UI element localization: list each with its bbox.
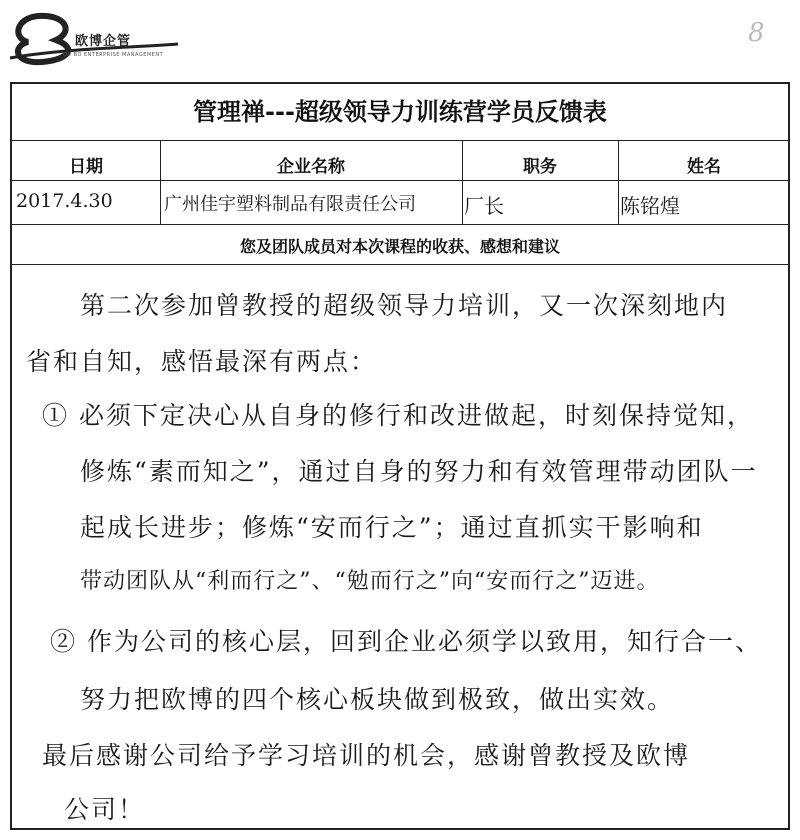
company-value: 广州佳宇塑料制品有限责任公司: [164, 194, 416, 215]
header-position: 职务: [523, 157, 557, 177]
feedback-line: 省和自知，感悟最深有两点：: [26, 347, 378, 376]
feedback-line: ② 作为公司的核心层，回到企业必须学以致用，知行合一、: [50, 627, 762, 656]
divider: [12, 224, 788, 225]
company-logo: [8, 8, 183, 68]
divider: [12, 140, 788, 141]
feedback-line: ① 必须下定决心从自身的修行和改进做起，时刻保持觉知，: [42, 401, 754, 430]
date-value: 2017.4.30: [16, 190, 113, 212]
feedback-line: 最后感谢公司给予学习培训的机会，感谢曾教授及欧博: [42, 741, 691, 770]
divider: [12, 264, 788, 265]
feedback-form: [10, 82, 790, 830]
feedback-line: 带动团队从“利而行之”、“勉而行之”向“安而行之”迈进。: [80, 569, 660, 594]
feedback-prompt: 您及团队成员对本次课程的收获、感想和建议: [239, 237, 560, 256]
form-title: 管理禅---超级领导力训练营学员反馈表: [193, 98, 607, 126]
page-number: 8: [748, 18, 765, 48]
logo-brand-text: 欧博企管: [75, 34, 132, 49]
name-value: 陈铭煌: [620, 194, 680, 218]
feedback-line: 公司！: [64, 795, 146, 824]
divider: [12, 180, 788, 181]
position-value: 厂长: [464, 194, 504, 218]
feedback-line: 努力把欧博的四个核心板块做到极致，做出实效。: [80, 685, 675, 714]
feedback-line: 起成长进步；修炼“安而行之”；通过直抓实干影响和: [80, 513, 704, 542]
header-company: 企业名称: [277, 157, 345, 177]
feedback-line: 第二次参加曾教授的超级领导力培训，又一次深刻地内: [80, 291, 729, 320]
feedback-line: 修炼“素而知之”，通过自身的努力和有效管理带动团队一: [80, 457, 758, 486]
header-name: 姓名: [687, 157, 721, 177]
logo-subtitle: OU BO ENTERPRISE MANAGEMENT: [63, 52, 164, 58]
header-date: 日期: [69, 157, 103, 177]
